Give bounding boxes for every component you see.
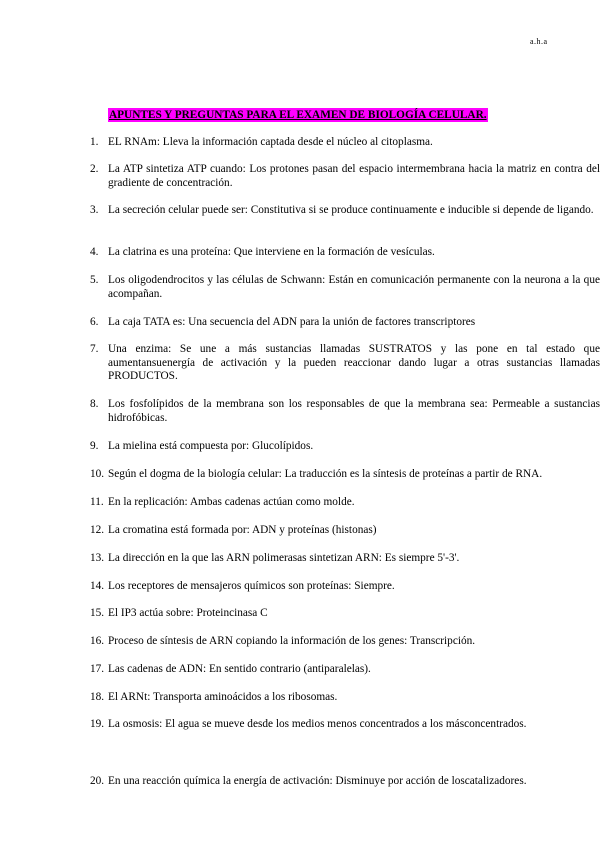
item-number: 20. — [90, 775, 105, 787]
list-item — [90, 496, 600, 510]
item-number: 9. — [90, 440, 99, 452]
list-item — [90, 691, 600, 705]
list-item — [90, 468, 600, 482]
item-number: 19. — [90, 718, 105, 730]
item-number: 14. — [90, 580, 105, 592]
item-text: La ATP sintetiza ATP cuando: Los protones pasan del espacio intermembrana hacia la matriz en contra del gradiente de concentración. — [108, 163, 600, 189]
item-number: 18. — [90, 691, 105, 703]
item-text: En la replicación: Ambas cadenas actúan como molde. — [108, 496, 355, 508]
item-text: Las cadenas de ADN: En sentido contrario (antiparalelas). — [108, 663, 371, 675]
item-text: Según el dogma de la biología celular: La traducción es la síntesis de proteínas a partir de RNA. — [108, 468, 543, 480]
item-number: 1. — [90, 136, 99, 148]
item-text: La dirección en la que las ARN polimerasas sintetizan ARN: Es siempre 5'-3'. — [108, 552, 460, 564]
item-number: 15. — [90, 607, 105, 619]
list-item — [90, 580, 600, 594]
item-number: 12. — [90, 524, 105, 536]
item-text: La caja TATA es: Una secuencia del ADN para la unión de factores transcriptores — [108, 316, 476, 328]
item-text: La secreción celular puede ser: Constitutiva si se produce continuamente e inducible si depende de ligando. — [108, 204, 594, 216]
list-item — [90, 607, 600, 621]
item-number: 4. — [90, 246, 99, 258]
item-text: Una enzima: Se une a más sustancias llamadas SUSTRATOS y las pone en tal estado que aumentansuenergía de activación y la pueden reaccionar dando lugar a otras sustancias llamadas PRODUCTOS. — [108, 343, 600, 382]
list-item — [90, 775, 600, 789]
item-number: 3. — [90, 204, 99, 216]
item-number: 11. — [90, 496, 104, 508]
item-text: El IP3 actúa sobre: Proteincinasa C — [108, 607, 268, 619]
item-text: La cromatina está formada por: ADN y proteínas (histonas) — [108, 524, 377, 536]
item-number: 13. — [90, 552, 105, 564]
item-number: 2. — [90, 163, 99, 175]
list-item — [90, 524, 600, 538]
item-text: El ARNt: Transporta aminoácidos a los ribosomas. — [108, 691, 338, 703]
item-number: 6. — [90, 316, 99, 328]
item-text: En una reacción química la energía de activación: Disminuye por acción de loscatalizadores. — [108, 775, 527, 787]
item-number: 7. — [90, 343, 99, 355]
list-item — [90, 663, 600, 677]
list-item — [90, 398, 600, 425]
list-item — [90, 635, 600, 649]
document-title: APUNTES Y PREGUNTAS PARA EL EXAMEN DE BIOLOGÍA CELULAR. — [109, 109, 487, 121]
item-number: 17. — [90, 663, 105, 675]
item-number: 10. — [90, 468, 105, 480]
list-item — [90, 440, 600, 454]
item-text: La osmosis: El agua se mueve desde los medios menos concentrados a los másconcentrados. — [108, 718, 527, 730]
item-text: La mielina está compuesta por: Glucolípidos. — [108, 440, 314, 452]
item-text: Los fosfolípidos de la membrana son los responsables de que la membrana sea: Permeable a sustancias hidrofóbicas. — [108, 398, 600, 424]
list-item — [90, 136, 600, 150]
list-item — [90, 552, 600, 566]
list-item — [90, 163, 600, 190]
item-text: Los oligodendrocitos y las células de Schwann: Están en comunicación permanente con la neurona a la que acompañan. — [108, 274, 600, 300]
list-item — [90, 316, 600, 330]
list-item — [90, 246, 600, 260]
list-item — [90, 274, 600, 301]
list-item — [90, 204, 600, 218]
item-text: La clatrina es una proteína: Que interviene en la formación de vesículas. — [108, 246, 435, 258]
item-text: Los receptores de mensajeros químicos son proteínas: Siempre. — [108, 580, 395, 592]
item-number: 16. — [90, 635, 105, 647]
item-text: Proceso de síntesis de ARN copiando la información de los genes: Transcripción. — [108, 635, 476, 647]
header-initials: a.h.a — [530, 37, 548, 46]
item-number: 5. — [90, 274, 99, 286]
list-item — [90, 343, 600, 384]
item-text: EL RNAm: Lleva la información captada desde el núcleo al citoplasma. — [108, 136, 433, 148]
item-number: 8. — [90, 398, 99, 410]
list-item — [90, 718, 600, 732]
